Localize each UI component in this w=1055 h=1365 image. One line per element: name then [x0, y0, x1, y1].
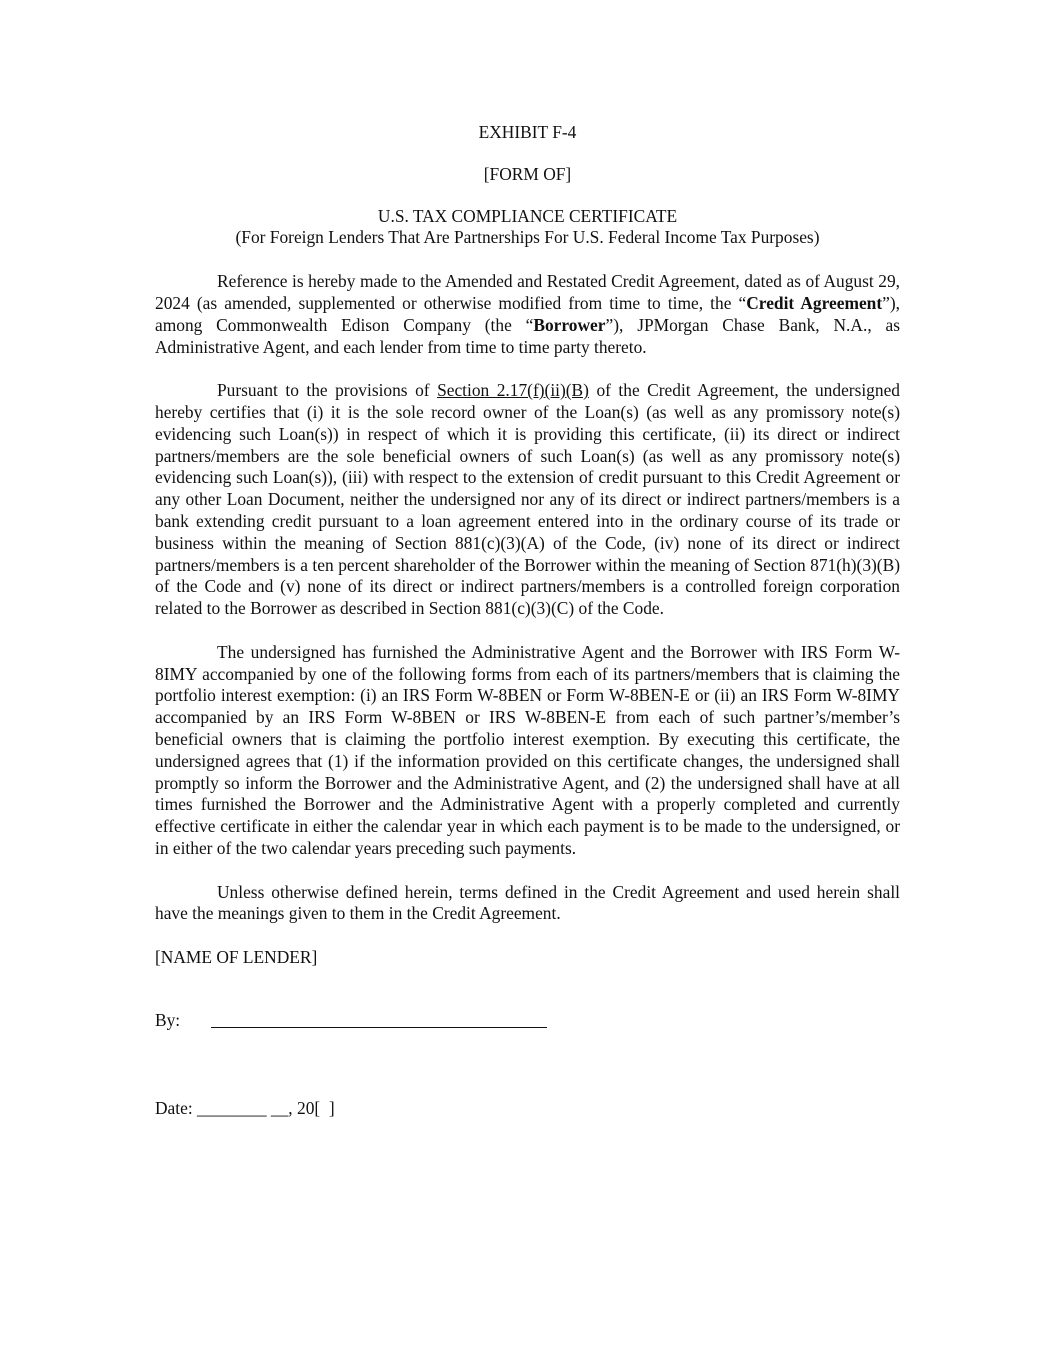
paragraph-reference-part3: ”), JPMorgan Chase Bank, N.A., as Administrative Agent, and each lender from time to time party thereto. [155, 314, 900, 357]
document-page [155, 122, 900, 1120]
paragraph-certification-lead: Pursuant to the provisions of [217, 380, 438, 401]
paragraph-reference-part2: ”), among Commonwealth Edison Company (the “ [155, 292, 900, 335]
defined-term-borrower: Borrower [533, 314, 606, 335]
defined-term-credit-agreement: Credit Agreement [746, 292, 883, 313]
certificate-subtitle: (For Foreign Lenders That Are Partnerships For U.S. Federal Income Tax Purposes) [235, 227, 820, 248]
signature-line[interactable] [211, 1015, 547, 1028]
exhibit-label: EXHIBIT F-4 [478, 122, 577, 142]
paragraph-reference-part1: Reference is hereby made to the Amended and Restated Credit Agreement, dated as of August 29, 2024 (as amended, supplemented or otherwise modified from time to time, the “ [155, 271, 900, 313]
certificate-title: U.S. TAX COMPLIANCE CERTIFICATE [377, 205, 678, 226]
form-of-label: [FORM OF] [483, 163, 572, 184]
section-reference: Section 2.17(f)(ii)(B) [437, 380, 589, 401]
by-label: By: [155, 1010, 181, 1031]
paragraph-certification [155, 380, 900, 620]
paragraph-definitions: Unless otherwise defined herein, terms defined in the Credit Agreement and used herein shall have the meanings given to them in the Credit Agreement. [155, 881, 900, 924]
paragraph-forms-furnished: The undersigned has furnished the Administrative Agent and the Borrower with IRS Form W-8IMY accompanied by one of the following forms from each of its partners/members that is claiming the portfolio interest exemption: (i) an IRS Form W-8BEN or Form W-8BEN-E or (ii) an IRS Form W-8IMY accompanied by an IRS Form W-8BEN or IRS W-8BEN-E from each of such partner’s/member’s beneficial owners that is claiming the portfolio interest exemption. By executing this certificate, the undersigned agrees that (1) if the information provided on this certificate changes, the undersigned shall promptly so inform the Borrower and the Administrative Agent, and (2) the undersigned shall have at all times furnished the Borrower and the Administrative Agent with a properly completed and currently effective certificate in either the calendar year in which each payment is to be made to the undersigned, or in either of the two calendar years preceding such payments. [155, 641, 900, 858]
paragraph-certification-rest: of the Credit Agreement, the undersigned hereby certifies that (i) it is the sole record owner of the Loan(s) (as well as any promissory note(s) evidencing such Loan(s)) in respect of which it is providing this certificate, (ii) its direct or indirect partners/members are the sole beneficial owners of such Loan(s) (as well as any promissory note(s) evidencing such Loan(s)), (iii) with respect to the extension of credit pursuant to this Credit Agreement or any other Loan Document, neither the undersigned nor any of its direct or indirect partners/members is a bank extending credit pursuant to a loan agreement entered into in the ordinary course of its trade or business within the meaning of Section 881(c)(3)(A) of the Code, (iv) none of its direct or indirect partners/members is a ten percent shareholder of the Borrower within the meaning of Section 871(h)(3)(B) of the Code and (v) none of its direct or indirect partners/members is a controlled foreign corporation related to the Borrower as described in Section 881(c)(3)(C) of the Code. [155, 380, 900, 619]
paragraph-reference [155, 271, 900, 358]
date-field[interactable]: Date: ________ __, 20[ ] [155, 1097, 335, 1118]
signature-block [155, 1010, 900, 1032]
lender-name-placeholder: [NAME OF LENDER] [155, 947, 318, 968]
